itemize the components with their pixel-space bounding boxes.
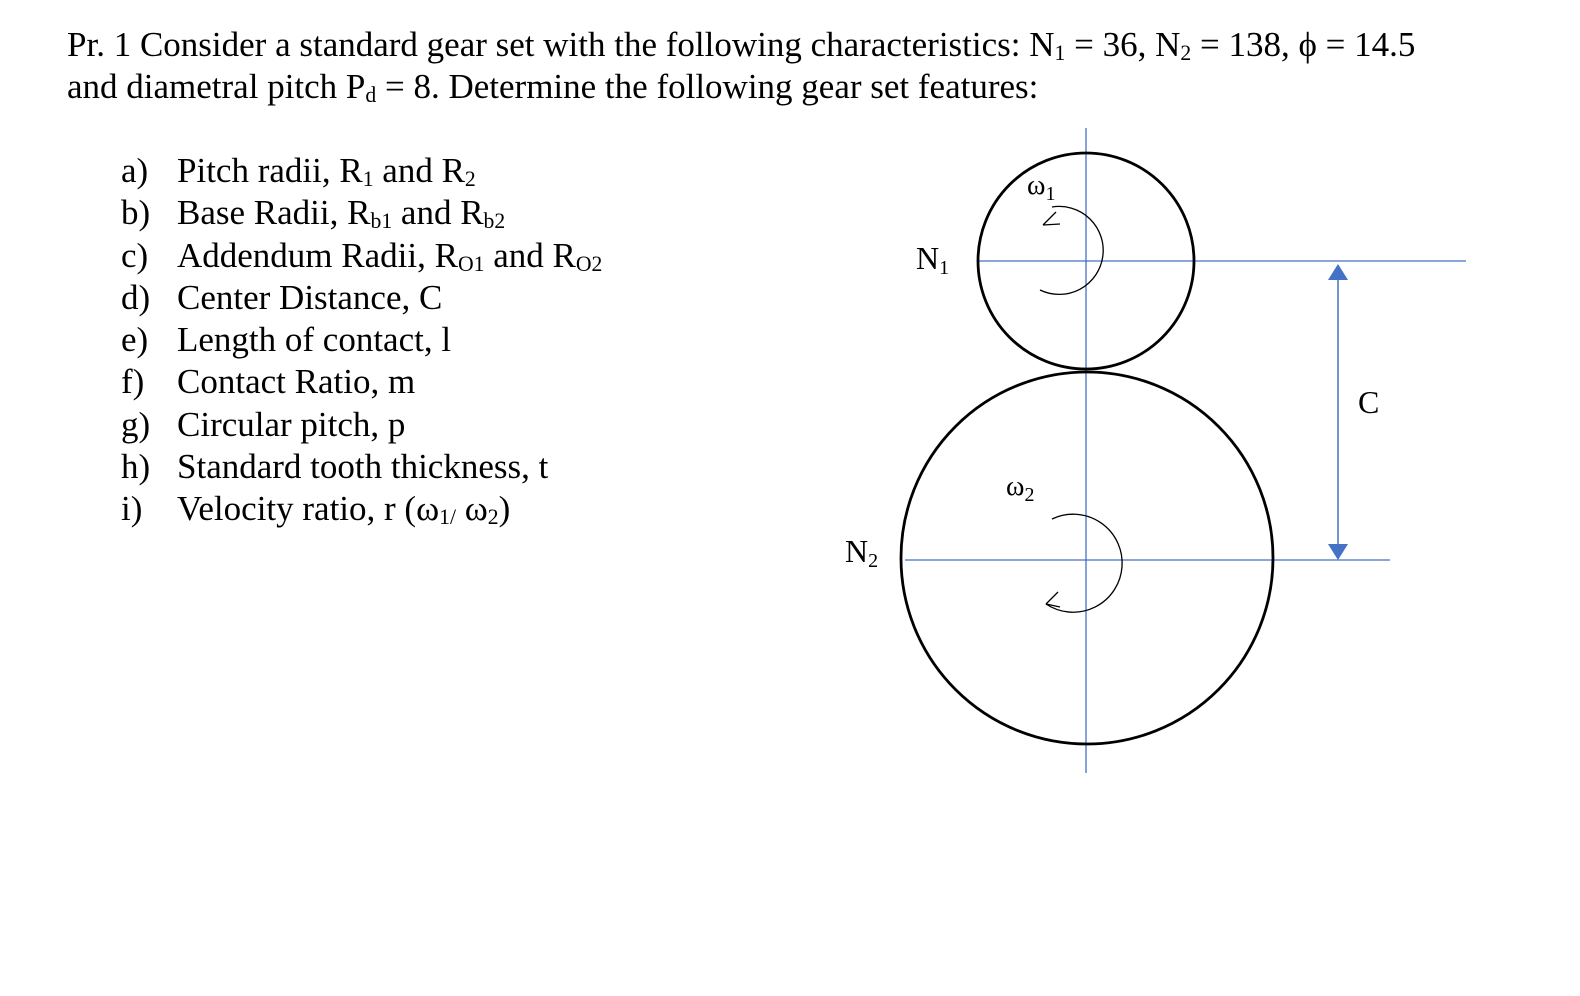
gear1-arrowhead-icon — [1043, 212, 1060, 225]
question-item-label: i) — [121, 489, 143, 529]
gear2-arrowhead-icon — [1046, 592, 1060, 607]
question-item-text: Length of contact, l — [177, 320, 452, 360]
question-item-text: Velocity ratio, r ($\omega_{1/}$ $\omega_2$) — [177, 489, 511, 530]
gear2-rotation-arrow — [1046, 514, 1122, 612]
question-item-label: g) — [121, 404, 151, 444]
gear1-label: N1 — [916, 240, 950, 279]
gear1-rotation-arrow — [1040, 206, 1103, 294]
question-item-label: c) — [121, 235, 149, 275]
question-item-label: b) — [121, 193, 151, 233]
problem-line-1: Pr. 1 Consider a standard gear set with the following characteristics: $N_1 = 36$, $N_2 = 138$, ϕ = 14.5 — [67, 25, 1416, 65]
question-item-label: h) — [121, 447, 151, 487]
omega2-label: $\omega_2$ — [1006, 471, 1035, 506]
question-item-text: Base Radii, $R_{b1}$ and $R_{b2}$ — [177, 193, 506, 234]
center-distance-label: C — [1358, 384, 1380, 420]
question-item-text: Circular pitch, p — [177, 404, 406, 444]
omega1-label: $\omega_1$ — [1027, 170, 1056, 205]
question-item-text: Standard tooth thickness, t — [177, 447, 549, 487]
question-item-text: Pitch radii, $R_1$ and $R_2$ — [177, 151, 476, 191]
center-distance-arrow-bottom — [1328, 544, 1348, 560]
question-item-text: Contact Ratio, m — [177, 362, 416, 402]
problem-line-2: and diametral pitch $P_d = 8$. Determine the following gear set features: — [67, 67, 1039, 107]
center-distance-arrow-top — [1328, 264, 1348, 280]
question-item-label: e) — [121, 320, 149, 360]
question-item-text: Addendum Radii, $R_{O1}$ and $R_{O2}$ — [177, 235, 603, 276]
question-item-label: d) — [121, 277, 151, 317]
question-item-text: Center Distance, C — [177, 277, 443, 317]
question-item-label: f) — [121, 362, 145, 402]
gear2-label: N2 — [845, 533, 879, 572]
gear2-circle — [901, 372, 1273, 744]
question-item-label: a) — [121, 151, 149, 190]
